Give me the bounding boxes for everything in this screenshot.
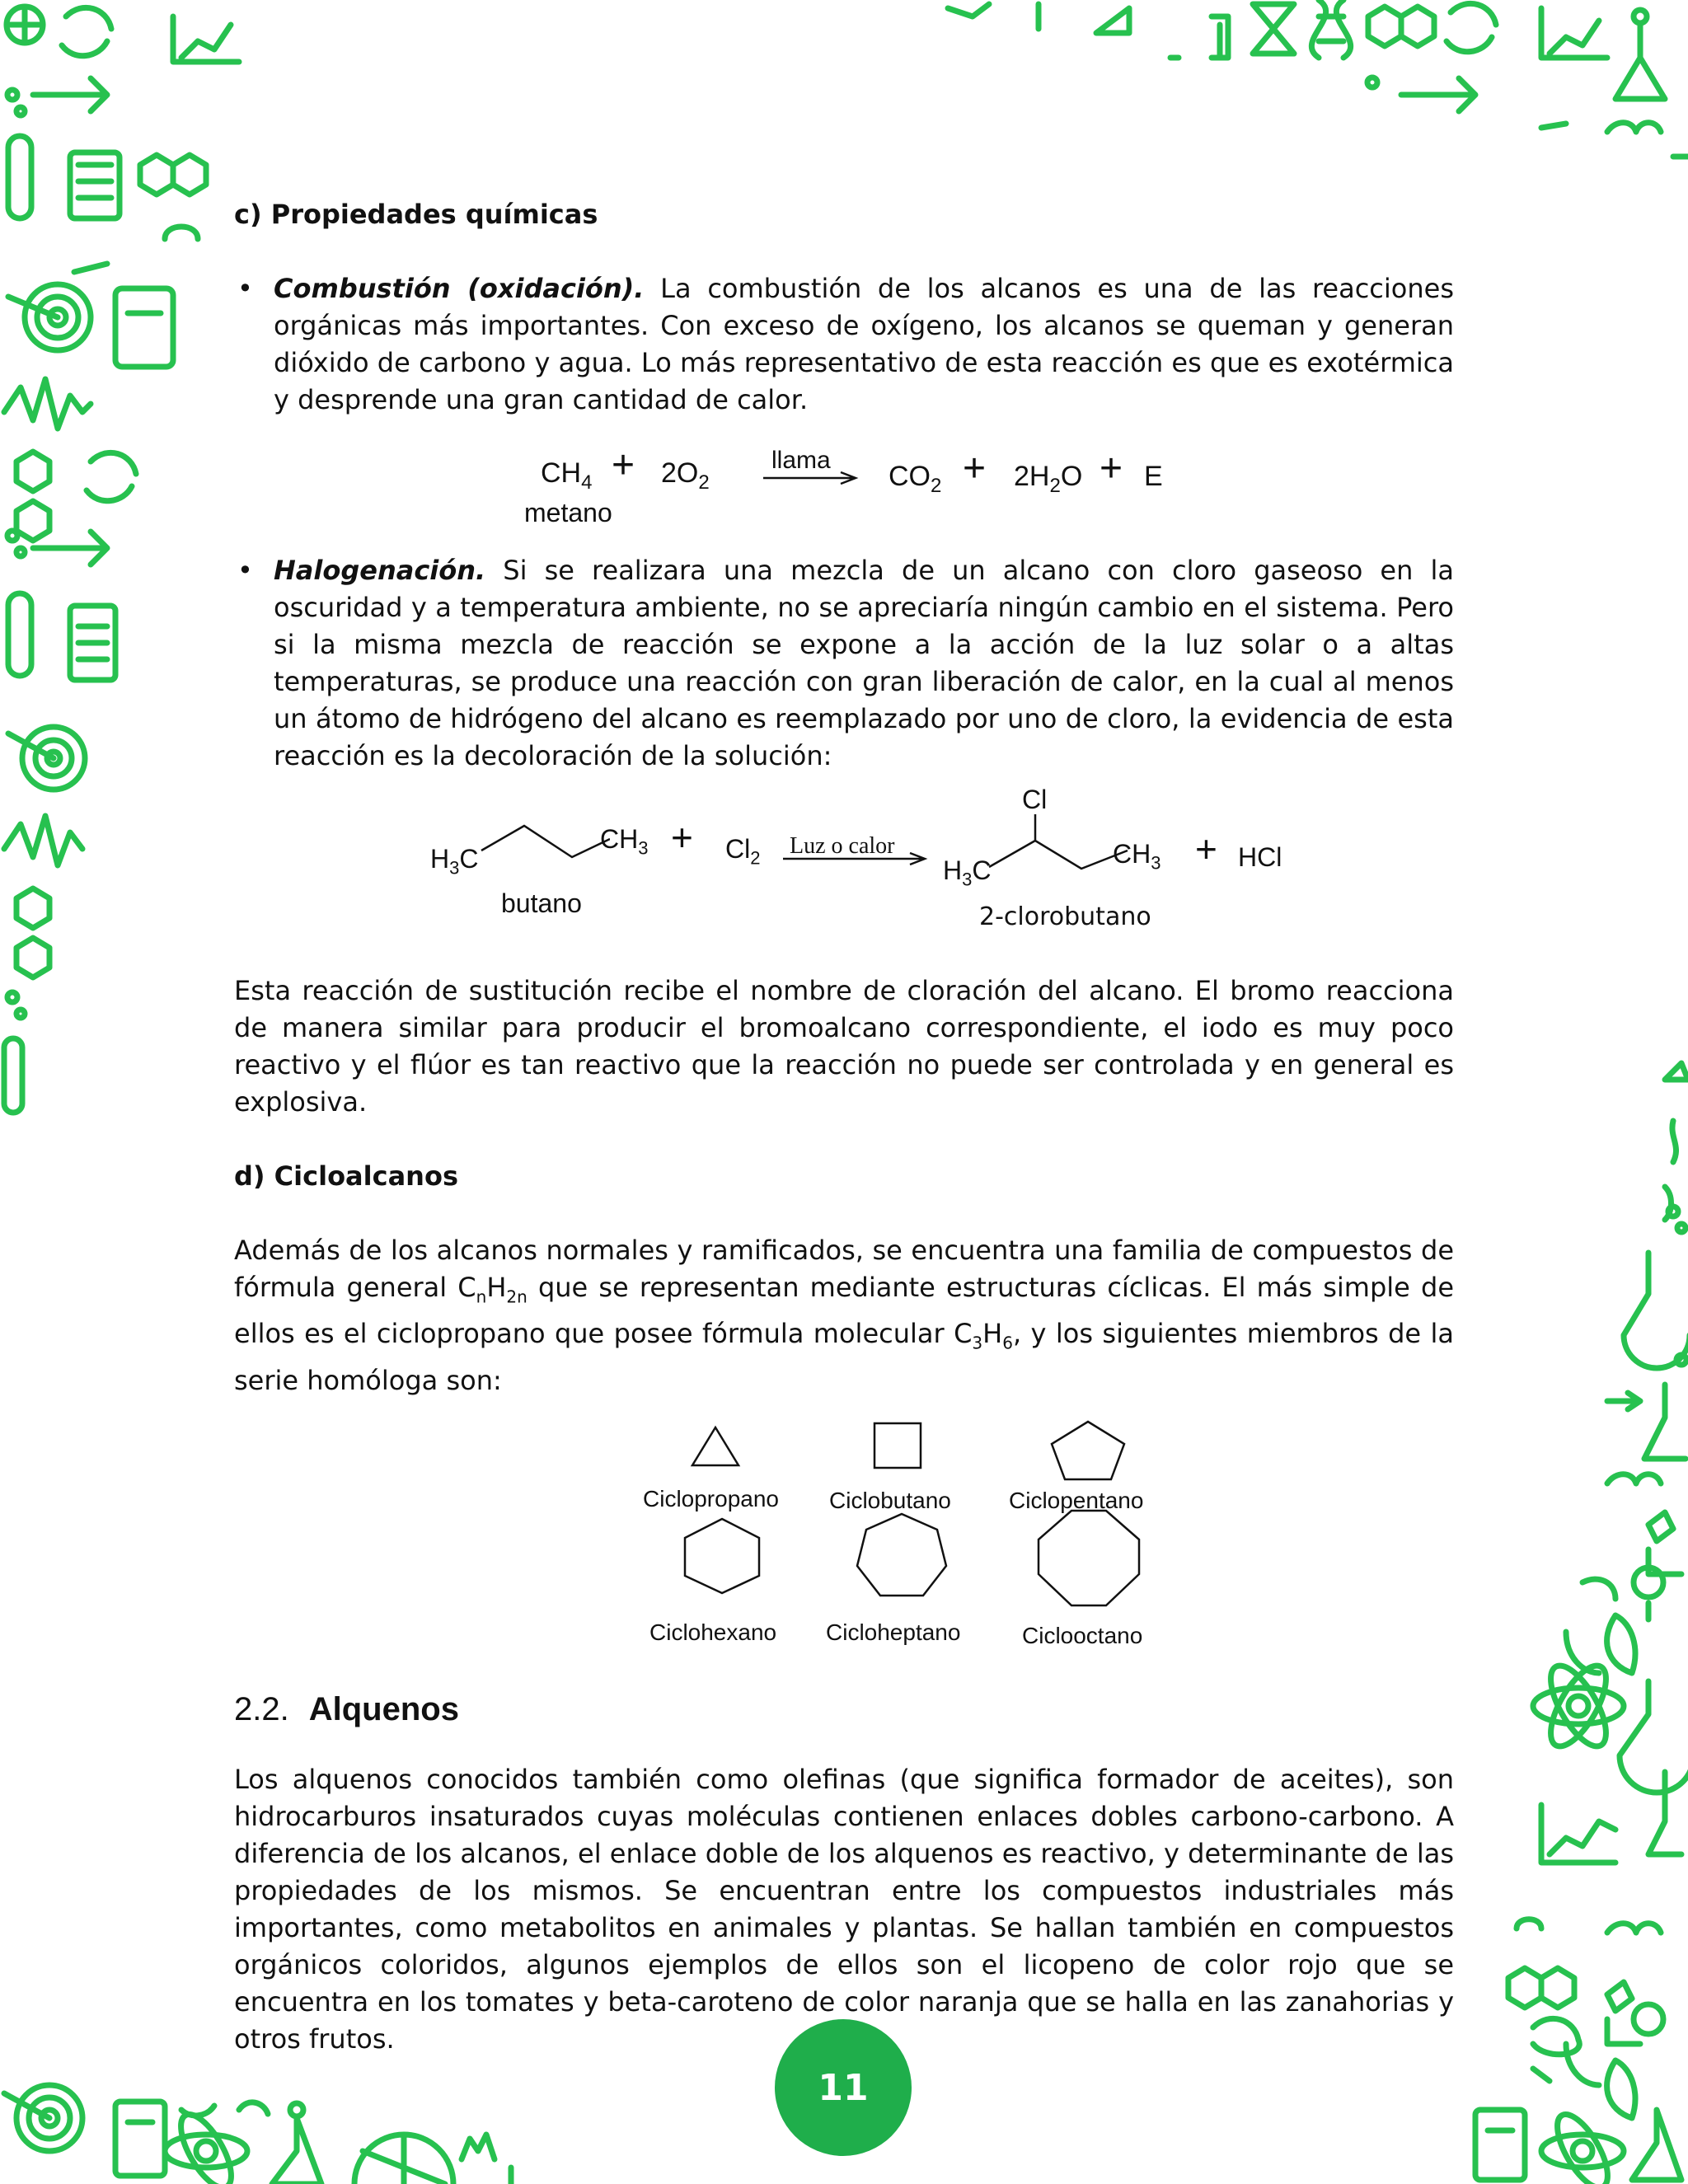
left-border-doodles xyxy=(4,7,239,1113)
cyclohexane-label: Ciclohexano xyxy=(649,1619,777,1645)
cyclooctane-shape xyxy=(1035,1508,1142,1609)
cyclopentane-shape xyxy=(1048,1419,1128,1482)
plus-sign: + xyxy=(612,443,635,487)
bullet-dot: • xyxy=(237,555,253,586)
cycloheptane-label: Cicloheptano xyxy=(826,1619,961,1645)
cyclohexane-shape xyxy=(681,1516,763,1596)
product-co2: $CO_2$ xyxy=(889,461,942,497)
substitution-paragraph: Esta reacción de sustitución recibe el nombre de cloración del alcano. El bromo reacciona de manera similar para producir el bromoalcano correspondiente, el iodo es muy poco reactivo y el flúor es tan reactivo que la reacción no puede ser controlada y en general es explosiva. xyxy=(234,975,1454,1118)
page-number: 11 xyxy=(775,2019,912,2156)
combustion-term: Combustión (oxidación). xyxy=(274,273,645,304)
product-cl: Cl xyxy=(1022,785,1048,814)
halogenation-bullet xyxy=(234,552,1454,775)
section-d-heading: d) Cicloalcanos xyxy=(234,1160,458,1192)
arrow-label: llama xyxy=(771,447,831,474)
plus-sign: + xyxy=(1195,827,1217,870)
product-ch3: $CH_3$ xyxy=(1113,839,1161,874)
plus-sign: + xyxy=(1100,447,1123,490)
cyclopropane-shape xyxy=(689,1424,742,1470)
section-2-2-title: 2.2. Alquenos xyxy=(234,1690,459,1727)
alkenes-paragraph: Los alquenos conocidos también como olefinas (que significa formador de aceites), son hidrocarburos insaturados cuyas moléculas contienen enlaces dobles carbono-carbono. A diferencia de los alcanos, el enlace doble de los alquenos es reactivo, y determinante de las propiedades de los mismos. Se encuentran entre los compuestos industriales más importantes, como metabolitos en animales y plantas. Se hallan también en compuestos orgánicos coloridos, algunos ejemplos de ellos son el licopeno de color rojo que se encuentra en los tomates y beta-caroteno de color naranja que se halla en las zanahorias y otros frutos. xyxy=(234,1763,1454,2055)
cycloalkanes-figure xyxy=(234,1419,1454,1666)
product-hcl: HCl xyxy=(1238,842,1282,872)
reaction-arrow xyxy=(781,851,930,867)
cyclopropane-label: Ciclopropano xyxy=(643,1485,779,1511)
halogenation-text: Si se realizara una mezcla de un alcano con cloro gaseoso en la oscuridad y a temperatura ambiente, no se apreciaría ningún cambio en el sistema. Pero si la misma mezcla de reacción se expone a la acción de la luz solar o a altas temperaturas, se produce una reacción con gran liberación de calor, en la cual al menos un átomo de hidrógeno del alcano es reemplazado por uno de cloro, la evidencia de esta reacción es la decoloración de la solución: xyxy=(274,555,1454,771)
arrow-label: Luz o calor xyxy=(790,833,895,859)
bottom-left-border-doodles xyxy=(4,2085,511,2184)
section-c-heading: c) Propiedades químicas xyxy=(234,199,598,230)
cyclobutane-shape xyxy=(872,1421,925,1470)
product-energy: E xyxy=(1144,461,1163,492)
cycloalkanes-paragraph: Además de los alcanos normales y ramificados, se encuentra una familia de compuestos de fórmula general $C_nH_{2n}$ que se representan mediante estructuras cíclicas. El más simple de ellos es el ciclopropano que posee fórmula molecular $C_3H_6$, y los siguientes miembros de la serie homóloga son: xyxy=(234,1235,1455,1396)
reactant-cl2: $Cl_2$ xyxy=(725,834,761,869)
right-border-doodles xyxy=(1475,1063,1688,2184)
page-content xyxy=(234,190,1454,2058)
combustion-text: La combustión de los alcanos es una de las reacciones orgánicas más importantes. Con exceso de oxígeno, los alcanos se queman y generan dióxido de carbono y agua. Lo más representativo de esta reacción es que es exotérmica y desprende una gran cantidad de calor. xyxy=(274,273,1455,415)
reactant-name-butano: butano xyxy=(501,888,582,918)
product-h3c: $H_3C$ xyxy=(943,855,992,890)
product-h2o: $2H_2O$ xyxy=(1014,461,1083,497)
cyclooctane-label: Ciclooctano xyxy=(1022,1622,1143,1648)
reactant-h3c: $H_3C$ xyxy=(430,844,479,879)
butane-skeleton xyxy=(478,814,610,880)
reactant-ch4: $CH_4$ xyxy=(541,457,593,494)
product-name-2-clorobutano: 2-clorobutano xyxy=(979,902,1151,931)
reactant-name-metano: metano xyxy=(524,498,612,527)
plus-sign: + xyxy=(671,816,693,859)
bullet-dot: • xyxy=(237,273,253,304)
combustion-bullet xyxy=(234,270,1454,419)
halogenation-term: Halogenación. xyxy=(274,555,486,586)
cyclobutane-label: Ciclobutano xyxy=(829,1487,951,1513)
cycloheptane-shape xyxy=(852,1511,951,1601)
combustion-equation xyxy=(234,435,1454,534)
cyclopentane-label: Ciclopentano xyxy=(1009,1487,1144,1513)
reaction-arrow xyxy=(762,470,860,486)
reactant-ch3: $CH_3$ xyxy=(600,824,649,859)
reactant-o2: $2O_2$ xyxy=(661,457,710,494)
top-right-border-doodles xyxy=(948,0,1688,157)
plus-sign: + xyxy=(963,447,987,490)
halogenation-equation xyxy=(234,781,1454,963)
